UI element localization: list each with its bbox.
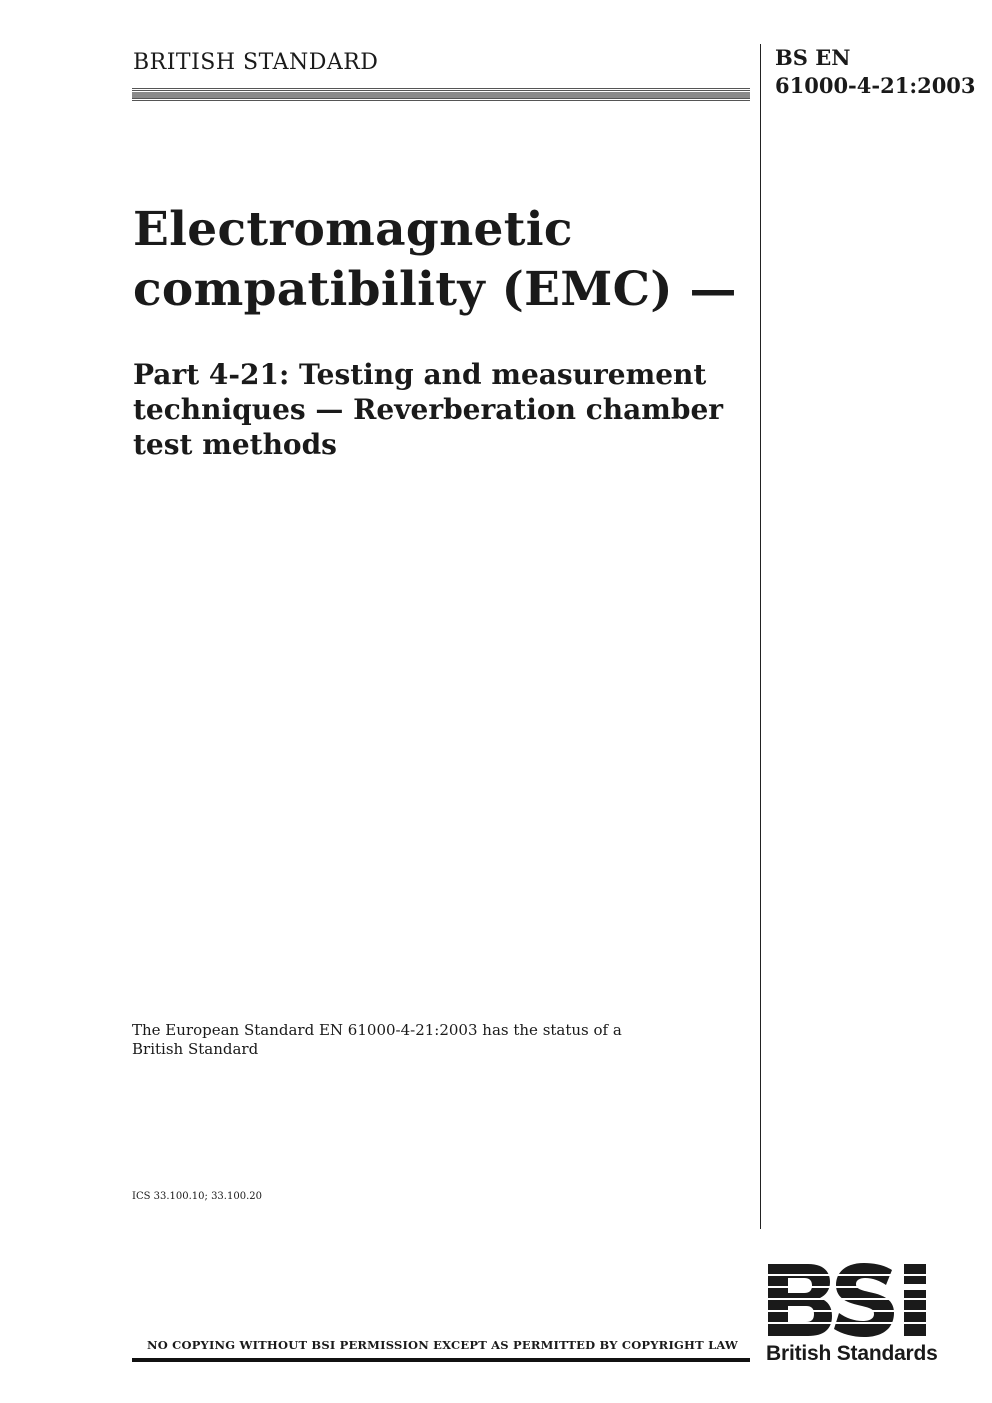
part-line2: techniques — Reverberation chamber <box>133 393 724 426</box>
part-line3: test methods <box>133 428 337 461</box>
bsi-logo <box>764 1262 948 1366</box>
status-line1: The European Standard EN 61000-4-21:2003 has the status of a <box>132 1021 622 1039</box>
title-line2: compatibility (EMC) — <box>133 262 737 317</box>
standard-number-line2: 61000-4-21:2003 <box>775 73 976 98</box>
document-title <box>133 200 753 320</box>
status-line2: British Standard <box>132 1040 259 1058</box>
bsi-logo-subtitle: British Standards <box>766 1342 938 1365</box>
document-subtitle <box>133 357 753 462</box>
bsi-logo-mark <box>766 1262 946 1338</box>
status-note <box>132 1021 672 1059</box>
title-line1: Electromagnetic <box>133 202 573 257</box>
vertical-divider <box>760 44 761 1229</box>
header-rule <box>132 88 750 102</box>
part-line1: Part 4-21: Testing and measurement <box>133 358 707 391</box>
copyright-notice: NO COPYING WITHOUT BSI PERMISSION EXCEPT AS PERMITTED BY COPYRIGHT LAW <box>147 1338 739 1352</box>
ics-code: ICS 33.100.10; 33.100.20 <box>132 1191 262 1202</box>
footer-rule <box>132 1358 750 1362</box>
standard-number-line1: BS EN <box>775 45 851 70</box>
standard-number <box>775 44 976 100</box>
document-type-label: BRITISH STANDARD <box>133 50 379 75</box>
